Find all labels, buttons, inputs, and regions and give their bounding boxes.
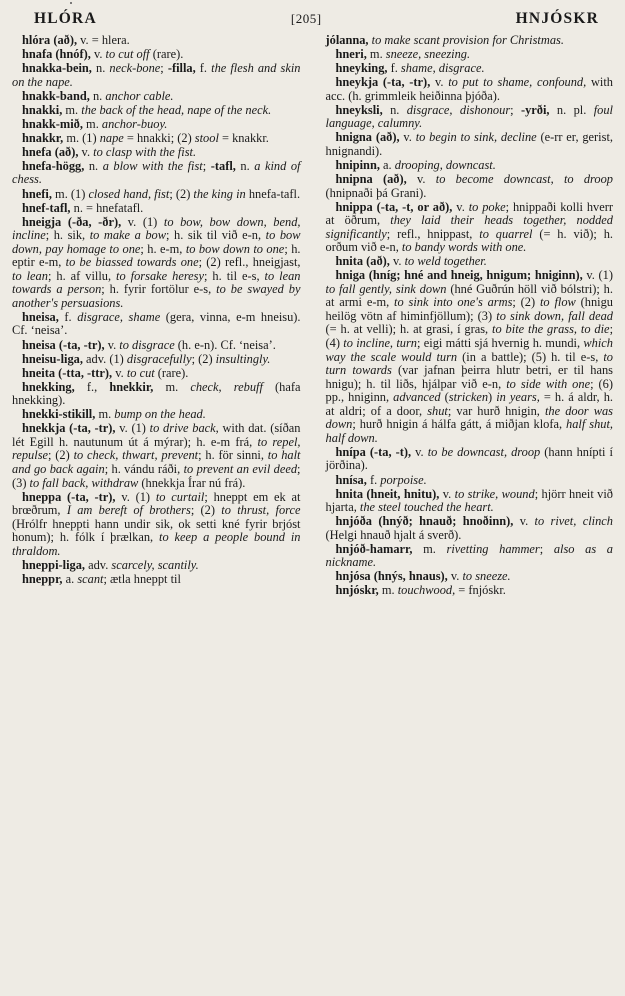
entry-headword: hnakkr, bbox=[22, 130, 64, 145]
dictionary-entry bbox=[326, 446, 614, 473]
entry-headword: hnjóða (hnýð; hnauð; hnoðinn), bbox=[335, 514, 514, 529]
dictionary-entry bbox=[12, 48, 301, 62]
dictionary-entry bbox=[12, 573, 301, 587]
entry-definition: adv. (1) disgracefully; (2) insultingly. bbox=[82, 351, 271, 366]
entry-definition: m. sneeze, sneezing. bbox=[366, 47, 471, 62]
entry-definition: n. = hnefatafl. bbox=[70, 200, 144, 215]
entry-headword: hnípa (-ta, -t), bbox=[335, 444, 412, 459]
entry-headword: hnita (hneit, hnitu), bbox=[335, 486, 440, 501]
page-number: [205] bbox=[290, 11, 322, 26]
page-header bbox=[12, 10, 613, 28]
entry-definition: v. to put to shame, confound, with acc. (h. grimmleik heiðinna þjóða). bbox=[325, 75, 613, 103]
dictionary-entry bbox=[326, 515, 614, 542]
entry-definition: v. to become downcast, to droop (hnipnaði þá Grani). bbox=[325, 171, 613, 200]
entry-definition: a. drooping, downcast. bbox=[379, 157, 496, 172]
entry-definition: n. disgrace, dishonour; -yrði, n. pl. foul language, calumny. bbox=[325, 102, 613, 131]
entry-headword: hnekking, bbox=[22, 379, 75, 394]
dictionary-entry bbox=[12, 559, 301, 573]
dictionary-entry bbox=[12, 339, 301, 353]
entry-headword: hnjóskr, bbox=[335, 583, 379, 598]
entry-headword: hnippa (-ta, -t, or að), bbox=[335, 199, 453, 214]
entry-headword: hnekkja (-ta, -tr), bbox=[22, 421, 116, 436]
entry-headword: hnjóð-hamarr, bbox=[335, 541, 413, 556]
dictionary-entry bbox=[326, 76, 614, 103]
entry-headword: hneyksli, bbox=[335, 102, 383, 117]
dictionary-entry bbox=[326, 584, 614, 598]
entry-definition: v. to cut (rare). bbox=[112, 365, 189, 380]
entry-definition: f. disgrace, shame (gera, vinna, e-m hneisu). Cf. ‘neisa’. bbox=[12, 309, 301, 338]
entry-definition: m. anchor-buoy. bbox=[82, 116, 168, 131]
dictionary-entry bbox=[326, 104, 614, 131]
entry-headword: hnef-tafl, bbox=[22, 200, 71, 215]
dictionary-entry bbox=[326, 269, 614, 445]
entry-headword: hnafa (hnóf), bbox=[22, 47, 91, 62]
dictionary-entry bbox=[12, 311, 301, 338]
entry-headword: hneppi-liga, bbox=[22, 557, 86, 572]
entry-headword: hnigna (að), bbox=[335, 130, 400, 145]
dictionary-entry bbox=[12, 118, 301, 132]
entry-headword: hnísa, bbox=[335, 472, 367, 487]
entry-headword: hnipinn, bbox=[335, 157, 380, 172]
entry-definition: v. = hlera. bbox=[77, 33, 130, 47]
entry-headword: hneyking, bbox=[335, 61, 388, 76]
entry-headword: hneigja (-ða, -ðr), bbox=[22, 214, 122, 229]
dictionary-entry bbox=[12, 202, 301, 216]
dictionary-entry bbox=[12, 216, 301, 311]
entry-definition: v. (1) to fall gently, sink down (hné Guðrún höll við bólstri); h. at armi e-m, to sink into one's arms; (2) to flow (hnigu heilög vötn af himinfjöllum); (3) to sink down, fall dead (= h. at velli); h. at grasi, í gras, to bite the grass, to die; (4) to incline, turn; eigi mátti sjá hvernig h. mundi, which way the scale would turn (in a battle); (5) h. til e-s, to turn towards (var jafnan þeirra hlutr betri, er til hans hnigu); h. til liðs, hjálpar við e-n, to side with one; (6) pp., hniginn, advanced (stricken) in years, = h. á aldr, h. at aldri; of a door, shut; var hurð hnigin, the door was down; hurð hnigin á hálfa gátt, á miðjan klofa, half shut, half down. bbox=[325, 268, 614, 445]
entry-headword: hneri, bbox=[335, 47, 367, 62]
entry-headword: hneisa (-ta, -tr), bbox=[22, 337, 105, 352]
entry-headword: hneisu-liga, bbox=[22, 351, 83, 366]
entry-definition: m. the back of the head, nape of the neck. bbox=[62, 102, 272, 117]
dictionary-entry bbox=[12, 188, 301, 202]
entry-definition: adv. scarcely, scantily. bbox=[85, 557, 199, 572]
entry-headword: hnefa-högg, bbox=[22, 158, 85, 173]
entry-headword: hnipna (að), bbox=[335, 171, 407, 186]
dictionary-entry bbox=[12, 62, 301, 89]
dictionary-entry bbox=[12, 353, 301, 367]
dictionary-entry bbox=[326, 34, 614, 48]
dictionary-entry bbox=[326, 201, 614, 255]
entry-definition: v. to weld together. bbox=[389, 254, 487, 269]
entry-definition: v. to begin to sink, decline (e-rr er, gerist, hnignandi). bbox=[325, 130, 613, 158]
dictionary-entry bbox=[326, 48, 614, 62]
dictionary-entry bbox=[326, 570, 614, 584]
entry-definition: f. shame, disgrace. bbox=[387, 61, 485, 76]
entry-definition: m. (1) closed hand, fist; (2) the king in hnefa-tafl. bbox=[51, 186, 301, 201]
entry-headword: hneykja (-ta, -tr), bbox=[335, 75, 431, 90]
entry-definition: n. anchor cable. bbox=[89, 88, 174, 103]
dictionary-entry bbox=[12, 408, 301, 422]
dictionary-entry bbox=[12, 367, 301, 381]
entry-headword: hnakka-bein, bbox=[22, 61, 92, 76]
dictionary-entry bbox=[326, 543, 614, 570]
entry-definition: v. (1) to drive back, with dat. (síðan lét Egill h. nautunum út á mýrar); h. e-m frá, to repel, repulse; (2) to check, thwart, prevent; h. för sinni, to halt and go back again; h. vándu ráði, to prevent an evil deed; (3) to fall back, withdraw (hnekkja Írar nú frá). bbox=[12, 421, 301, 490]
entry-definition: to make scant provision for Christmas. bbox=[371, 33, 564, 47]
dictionary-entry bbox=[12, 90, 301, 104]
dictionary-entry bbox=[12, 146, 301, 160]
entry-headword: hnakk-mið, bbox=[22, 116, 83, 131]
dictionary-entry bbox=[326, 488, 614, 515]
dictionary-entry bbox=[326, 173, 614, 200]
entry-definition: f., hnekkir, m. check, rebuff (hafa hnekking). bbox=[12, 379, 301, 408]
column-left bbox=[12, 34, 313, 974]
dictionary-entry bbox=[12, 132, 301, 146]
entry-definition: a. scant; ætla hneppt til bbox=[62, 571, 181, 586]
page-speck bbox=[70, 2, 72, 4]
entry-headword: hnefa (að), bbox=[22, 144, 79, 159]
entry-definition: v. to be downcast, droop (hann hnípti í jörðina). bbox=[325, 444, 613, 473]
entry-headword: hneppr, bbox=[22, 571, 63, 586]
entry-headword: hniga (hníg; hné and hneig, hnigum; hniginn), bbox=[335, 268, 583, 283]
entry-headword: hnita (að), bbox=[335, 254, 390, 269]
running-head-right: HNJÓSKR bbox=[515, 10, 599, 27]
entry-definition: v. (1) to curtail; hneppt em ek at brœðrum, I am bereft of brothers; (2) to thrust, force (Hrólfr hneppti hann undir sik, ok setti kné fyrir brjóst honum); h. fólk í þrælkan, to keep a people bound in thraldom. bbox=[12, 489, 301, 558]
entry-headword: hneita (-tta, -ttr), bbox=[22, 365, 113, 380]
dictionary-entry bbox=[326, 474, 614, 488]
entry-definition: v. to strike, wound; hjörr hneit við hjarta, the steel touched the heart. bbox=[325, 486, 613, 515]
dictionary-entry bbox=[326, 159, 614, 173]
dictionary-entry bbox=[12, 160, 301, 187]
dictionary-entry bbox=[12, 34, 301, 48]
entry-definition: v. to cut off (rare). bbox=[90, 47, 184, 62]
dictionary-entry bbox=[12, 104, 301, 118]
entry-headword: hnakki, bbox=[22, 102, 63, 117]
entry-definition: m. (1) nape = hnakki; (2) stool = knakkr. bbox=[63, 130, 269, 145]
entry-definition: m. touchwood, = fnjóskr. bbox=[378, 583, 506, 598]
entry-headword: hneisa, bbox=[22, 309, 59, 324]
entry-definition: n. a blow with the fist; -tafl, n. a kind of chess. bbox=[12, 158, 301, 187]
entry-headword: jólanna, bbox=[325, 33, 369, 47]
page-columns bbox=[12, 34, 613, 974]
entry-definition: f. porpoise. bbox=[366, 472, 427, 487]
dictionary-entry bbox=[12, 381, 301, 408]
entry-definition: v. to disgrace (h. e-n). Cf. ‘neisa’. bbox=[104, 337, 276, 352]
entry-definition: v. to rivet, clinch (Helgi hnauð hjalt á sverð). bbox=[325, 514, 613, 542]
entry-headword: hnekki-stikill, bbox=[22, 407, 96, 422]
entry-headword: hnakk-band, bbox=[22, 88, 90, 103]
entry-headword: hlóra (að), bbox=[22, 33, 78, 47]
entry-definition: v. to clasp with the fist. bbox=[78, 144, 197, 159]
entry-definition: m. bump on the head. bbox=[95, 407, 206, 422]
column-right bbox=[313, 34, 614, 974]
dictionary-entry bbox=[326, 255, 614, 269]
dictionary-entry bbox=[12, 491, 301, 559]
entry-definition: m. rivetting hammer; also as a nickname. bbox=[325, 541, 613, 570]
entry-headword: hnefi, bbox=[22, 186, 52, 201]
entry-definition: n. neck-bone; -filla, f. the flesh and skin on the nape. bbox=[12, 61, 301, 89]
dictionary-entry bbox=[326, 131, 614, 158]
entry-headword: hnjósa (hnýs, hnaus), bbox=[335, 569, 448, 584]
running-head-left: HLÓRA bbox=[34, 10, 97, 27]
dictionary-entry bbox=[12, 422, 301, 490]
entry-definition: v. (1) to bow, bow down, bend, incline; h. sik, to make a bow; h. sik til við e-n, to bow down, pay homage to one; h. e-m, to bow down to one; h. eptir e-m, to be biassed towards one; (2) refl., hneigjast, to lean; h. af villu, to forsake heresy; h. til e-s, to lean towards a person; h. fyrir fortölur e-s, to be swayed by another's persuasions. bbox=[12, 214, 301, 310]
entry-definition: v. to poke; hnippaði kolli hverr at öðrum, they laid their heads together, nodded significantly; refl., hnippast, to quarrel (= h. við); h. orðum við e-n, to bandy words with one. bbox=[325, 199, 614, 255]
entry-headword: hneppa (-ta, -tr), bbox=[22, 489, 116, 504]
entry-definition: v. to sneeze. bbox=[447, 569, 511, 584]
dictionary-entry bbox=[326, 62, 614, 76]
